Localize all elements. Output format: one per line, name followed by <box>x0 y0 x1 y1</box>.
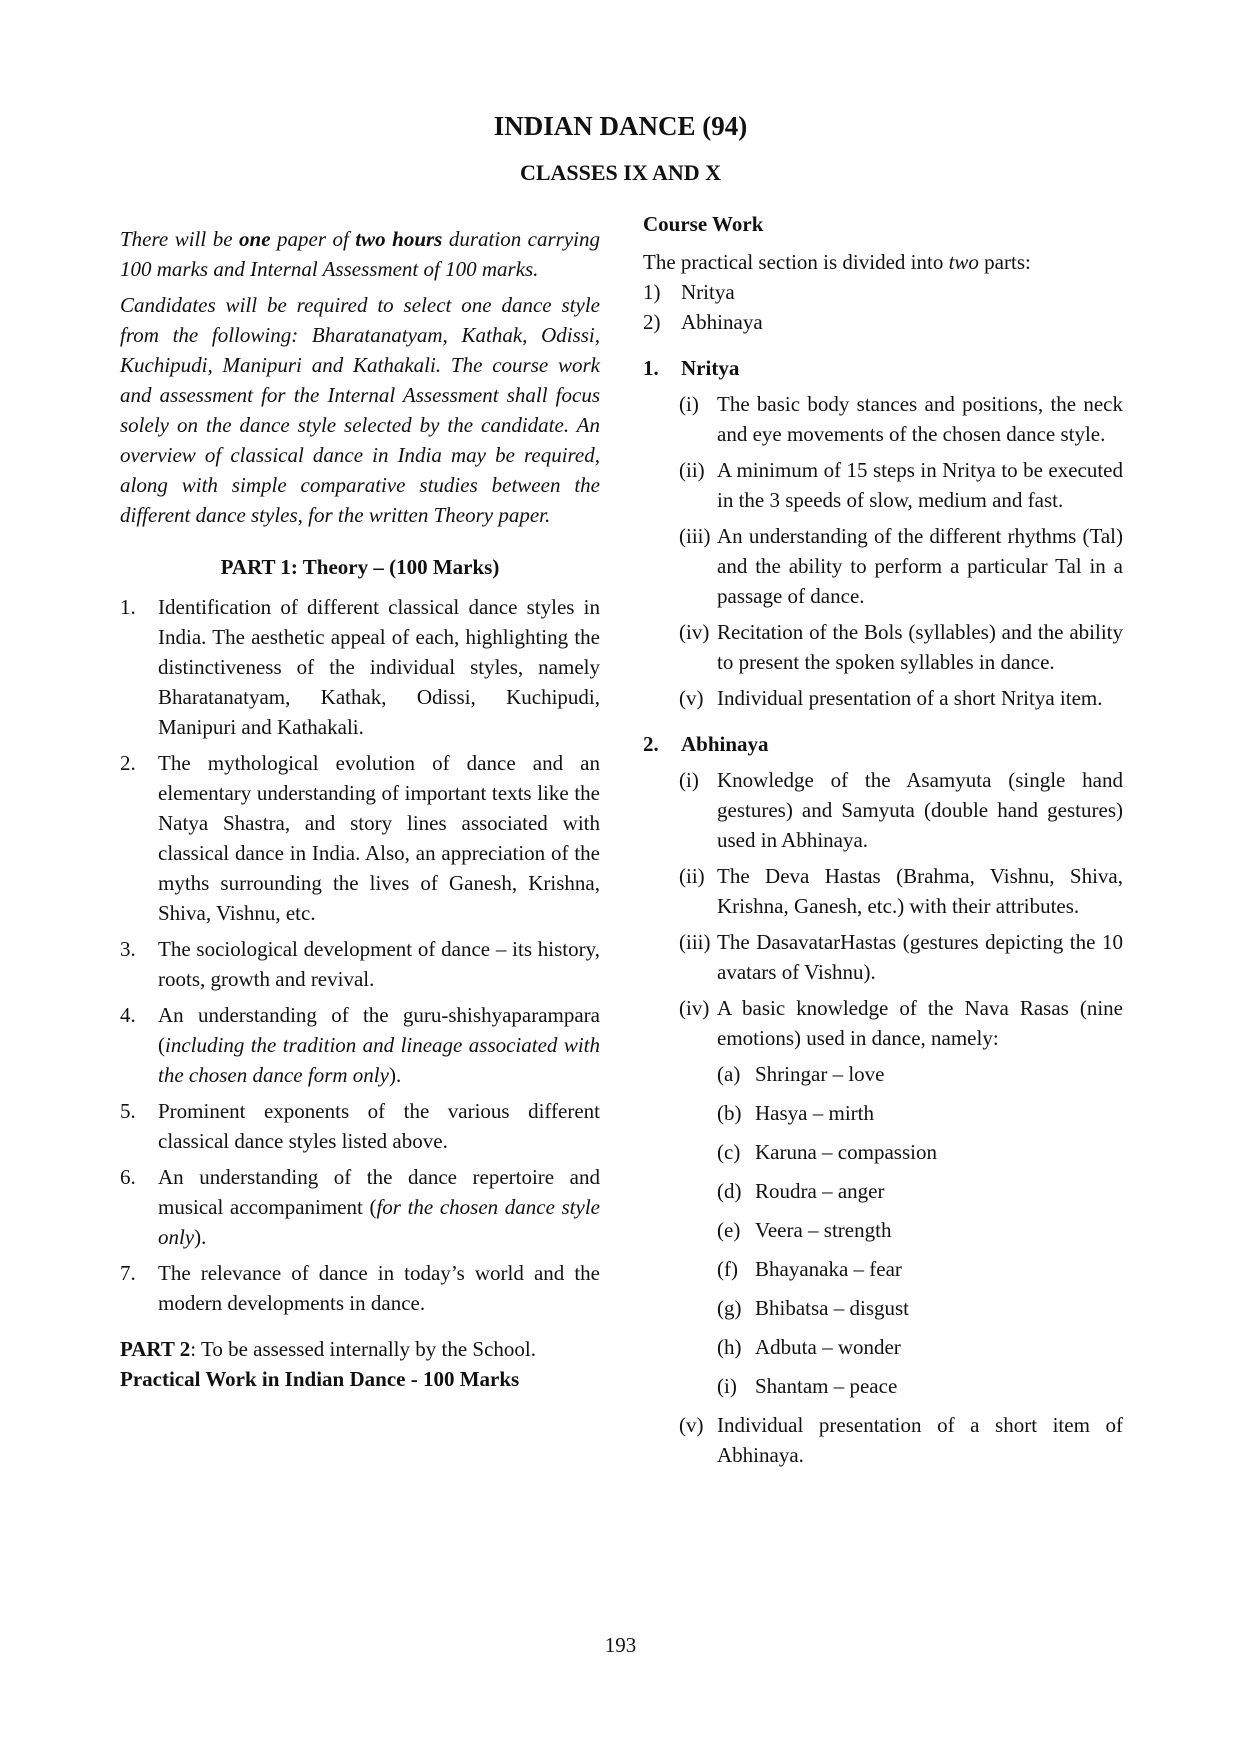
list-item: (a) Shringar – love <box>717 1062 885 1086</box>
list-item: (ii) A minimum of 15 steps in Nritya to be executed in the 3 speeds of slow, medium and fast. <box>679 458 1123 512</box>
course-work-heading: Course Work <box>643 212 764 236</box>
intro-paragraph-styles: Candidates will be required to select one dance style from the following: Bharatanatyam, Kathak, Odissi, Kuchipudi, Manipuri and Kathakali. The course work and assessment for the Internal Assessment shall focus solely on the dance style selected by the candidate. An overview of classical dance in India may be required, along with simple comparative studies between the different dance styles, for the written Theory paper. <box>120 293 600 527</box>
nava-rasas-list <box>717 1059 1123 1401</box>
intro-section <box>120 224 600 530</box>
course-work-intro: The practical section is divided into two parts: <box>643 250 1031 274</box>
list-item: (iii) An understanding of the different rhythms (Tal) and the ability to perform a particular Tal in a passage of dance. <box>679 524 1123 608</box>
list-item: (g) Bhibatsa – disgust <box>717 1296 910 1320</box>
left-column <box>120 224 600 1394</box>
intro-paragraph-duration: There will be one paper of two hours duration carrying 100 marks and Internal Assessment of 100 marks. <box>120 227 601 281</box>
list-item: (iv) A basic knowledge of the Nava Rasas (nine emotions) used in dance, namely: <box>679 996 1123 1050</box>
list-item: 4. An understanding of the guru-shishyaparampara (including the tradition and lineage associated with the chosen dance form only). <box>120 1003 600 1087</box>
course-parts-list <box>643 277 1123 337</box>
list-item: (i) Knowledge of the Asamyuta (single hand gestures) and Samyuta (double hand gestures) used in Abhinaya. <box>679 768 1123 852</box>
list-item: (b) Hasya – mirth <box>717 1101 874 1125</box>
list-item: 1. Identification of different classical dance styles in India. The aesthetic appeal of each, highlighting the distinctiveness of the individual styles, namely Bharatanatyam, Kathak, Odissi, Kuchipudi, Manipuri and Kathakali. <box>120 595 600 739</box>
list-item: (e) Veera – strength <box>717 1218 892 1242</box>
list-item: 2. The mythological evolution of dance and an elementary understanding of important texts like the Natya Shastra, and story lines associated with classical dance in India. Also, an appreciation of the myths surrounding the lives of Ganesh, Krishna, Shiva, Vishnu, etc. <box>120 751 600 925</box>
list-item: 5. Prominent exponents of the various different classical dance styles listed above. <box>120 1099 600 1153</box>
page-title: INDIAN DANCE (94) <box>493 111 748 141</box>
nritya-list <box>679 389 1123 713</box>
right-column <box>643 209 1123 1476</box>
abhinaya-heading: 2. Abhinaya <box>643 732 769 756</box>
part1-heading: PART 1: Theory – (100 Marks) <box>220 555 500 579</box>
list-item: (i) Shantam – peace <box>717 1374 898 1398</box>
list-item: 7. The relevance of dance in today’s world and the modern developments in dance. <box>120 1261 600 1315</box>
page-number: 193 <box>604 1633 637 1657</box>
nritya-heading: 1. Nritya <box>643 356 740 380</box>
list-item: 1) Nritya <box>643 280 735 304</box>
part2-line: PART 2: To be assessed internally by the School. <box>120 1337 537 1361</box>
list-item: 2) Abhinaya <box>643 310 763 334</box>
list-item: (f) Bhayanaka – fear <box>717 1257 902 1281</box>
list-item: (v) Individual presentation of a short item of Abhinaya. <box>679 1413 1123 1467</box>
list-item: (h) Adbuta – wonder <box>717 1335 901 1359</box>
theory-list <box>120 592 600 1318</box>
page-subtitle: CLASSES IX AND X <box>519 160 722 185</box>
abhinaya-list <box>679 765 1123 1470</box>
list-item: 6. An understanding of the dance repertoire and musical accompaniment (for the chosen dance style only). <box>120 1165 600 1249</box>
part2-section <box>120 1334 600 1394</box>
list-item: 3. The sociological development of dance – its history, roots, growth and revival. <box>120 937 600 991</box>
list-item: (iv) Recitation of the Bols (syllables) and the ability to present the spoken syllables in dance. <box>679 620 1123 674</box>
list-item: (iii) The DasavatarHastas (gestures depicting the 10 avatars of Vishnu). <box>679 930 1123 984</box>
list-item: (ii) The Deva Hastas (Brahma, Vishnu, Shiva, Krishna, Ganesh, etc.) with their attributes. <box>679 864 1123 918</box>
list-item: (c) Karuna – compassion <box>717 1140 937 1164</box>
list-item: (d) Roudra – anger <box>717 1179 885 1203</box>
practical-work-heading: Practical Work in Indian Dance - 100 Marks <box>120 1367 520 1391</box>
list-item: (i) The basic body stances and positions, the neck and eye movements of the chosen dance style. <box>679 392 1123 446</box>
list-item: (v) Individual presentation of a short Nritya item. <box>679 686 1103 710</box>
